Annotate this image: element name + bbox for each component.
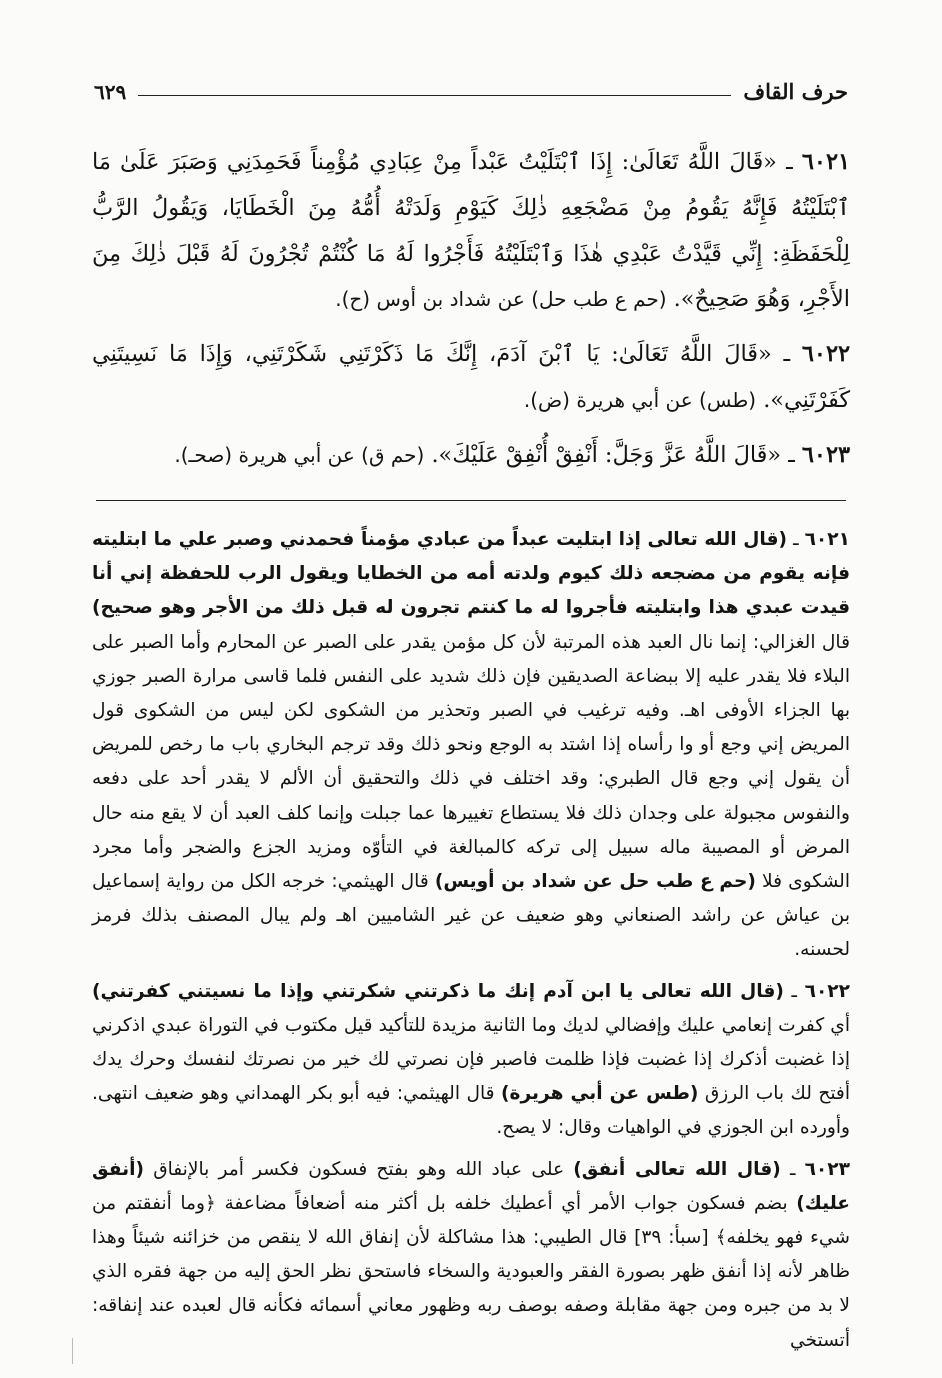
hadith-6023: ٦٠٢٣ ـ «قَالَ اللَّهُ عَزَّ وَجَلَّ: أَنْفِقْ أُنْفِقْ عَلَيْكَ». (حم ق) عن أبي هريرة (صحـ). xyxy=(174,441,850,468)
scan-edge-mark xyxy=(72,1338,73,1364)
commentary-source: (حم ع طب حل عن شداد بن أويس) xyxy=(434,871,756,893)
commentary-text: قال الغزالي: إنما نال العبد هذه المرتبة لأن كل مؤمن يقدر على الصبر عن المحارم وأما الصبر على البلاء فلا يقدر عليه إلا ببضاعة الصديقين فإن ذلك شديد على النفس فلما قاسى مرارة الصبر جوزي بها الجزاء الأوفى اهـ. وفيه ترغيب في الصبر وتحذير من الشكوى لكن ليس من الشكوى قول المريض إني وجع أو وا رأساه إذا اشتد به الوجع ونحو ذلك وقد ترجم البخاري باب ما رخص للمريض أن يقول إني وجع قال الطبري: وقد اختلف في ذلك والتحقيق أن الألم لا يقدر أحد على دفعه والنفوس مجبولة على وجدان ذلك فلا يستطاع تغييرها عما جبلت وإنما كلف العبد أن لا يقع منه حال المرض أو المصيبة ماله سبيل إلى تركه كالمبالغة في التأوّه ومزيد الجزع والضجر وأما مجرد الشكوى فلا xyxy=(92,631,850,893)
page-header xyxy=(94,74,848,104)
hadith-6021: ٦٠٢١ ـ «قَالَ اللَّهُ تَعَالَىٰ: إِذَا ٱبْتَلَيْتُ عَبْداً مِنْ عِبَادِي مُؤْمِناً فَحَمِدَنِي وَصَبَرَ عَلَىٰ مَا ٱبْتَلَيْتُهُ فَإِنَّهُ يَقُومُ مِنْ مَضْجَعِهِ ذٰلِكَ كَيَوْمِ وَلَدَتْهُ أُمُّهُ مِنَ الْخَطَايَا، وَيَقُولُ الرَّبُّ لِلْحَفَظَةِ: إِنِّي قَيَّدْتُ عَبْدِي هٰذَا وَٱبْتَلَيْتُهُ فَأَجْرُوا لَهُ مَا كُنْتُمْ تُجْرُونَ لَهُ قَبْلَ ذٰلِكَ مِنَ الأَجْرِ، وَهُوَ صَحِيحٌ». (حم ع طب حل) عن شداد بن أوس (ح). xyxy=(92,149,850,313)
hadith-number: ٦٠٢٣ xyxy=(801,441,850,468)
hadith-number: ٦٠٢١ xyxy=(801,149,850,175)
hadith-reference: (حم ق) عن أبي هريرة (صحـ). xyxy=(174,442,425,467)
hadith-text: «قَالَ اللَّهُ تَعَالَىٰ: يَا ٱبْنَ آدَمَ، إِنَّكَ مَا ذَكَرْتَنِي شَكَرْتَنِي، وَإِذَا مَا نَسِيتَنِي كَفَرْتَنِي». xyxy=(92,341,850,413)
commentary-block xyxy=(92,523,850,1365)
commentary-text: أي كفرت إنعامي عليك وإفضالي لديك وما الثانية مزيدة للتأكيد قيل مكتوب في التوراة عبدي اذكرني إذا غضبت أذكرك إذا غضبت فإذا ظلمت فاصبر فإن نصرتي لك خير من نصرتك لنفسك وحرك يدك أفتح لك باب الرزق xyxy=(92,1014,850,1105)
commentary-text: على عباد الله وهو بفتح فسكون فكسر أمر بالإنفاق xyxy=(153,1158,565,1180)
hadith-text-block xyxy=(92,140,850,488)
hadith-reference: (طس) عن أبي هريرة (ض). xyxy=(523,387,757,412)
page-number: ٦٢٩ xyxy=(94,80,127,104)
commentary-number: ٦٠٢٣ xyxy=(804,1158,850,1180)
hadith-reference: (حم ع طب حل) عن شداد بن أوس (ح). xyxy=(335,287,667,312)
header-rule xyxy=(138,95,731,96)
commentary-6023: ٦٠٢٣ ـ (قال الله تعالى أنفق) على عباد الله وهو بفتح فسكون فكسر أمر بالإنفاق (أنفق عليك) بضم فسكون جواب الأمر أي أعطيك خلفه بل أكثر منه أضعافاً مضاعفة ﴿وما أنفقتم من شيء فهو يخلفه﴾ [سبأ: ٣٩] قال الطيبي: هذا مشاكلة لأن إنفاق الله لا ينقص من خزائنه شيئاً وهذا ظاهر لأنه إذا أنفق ظهر بصورة الفقر والعبودية والسخاء فاستحق نظر الحق إليه من جهة فقره الذي لا بد من جبره ومن جهة مقابلة وصفه بوصف ربه وظهور معاني أسمائه فكأنه قال لعبده عند إنفاقه: أتستخي xyxy=(92,1158,850,1351)
hadith-text: «قَالَ اللَّهُ عَزَّ وَجَلَّ: أَنْفِقْ أُنْفِقْ عَلَيْكَ». xyxy=(431,441,782,468)
commentary-text: قال الهيثمي: خرجه الكل من رواية إسماعيل بن عياش عن راشد الصنعاني وهو ضعيف عن غير الشاميين اهـ ولم يبال المصنف بذلك فرمز لحسنه. xyxy=(92,871,850,961)
hadith-6022: ٦٠٢٢ ـ «قَالَ اللَّهُ تَعَالَىٰ: يَا ٱبْنَ آدَمَ، إِنَّكَ مَا ذَكَرْتَنِي شَكَرْتَنِي، وَإِذَا مَا نَسِيتَنِي كَفَرْتَنِي». (طس) عن أبي هريرة (ض). xyxy=(92,341,850,413)
commentary-quote: (قال الله تعالى أنفق) xyxy=(573,1158,781,1180)
commentary-number: ٦٠٢٢ xyxy=(804,980,850,1002)
commentary-text: بضم فسكون جواب الأمر أي أعطيك خلفه بل أكثر منه أضعافاً مضاعفة ﴿وما أنفقتم من شيء فهو يخلفه﴾ [سبأ: ٣٩] قال الطيبي: هذا مشاكلة لأن إنفاق الله لا ينقص من خزائنه شيئاً وهذا ظاهر لأنه إذا أنفق ظهر بصورة الفقر والعبودية والسخاء فاستحق نظر الحق إليه من جهة فقره الذي لا بد من جبره ومن جهة مقابلة وصفه بوصف ربه وظهور معاني أسمائه فكأنه قال لعبده عند إنفاقه: أتستخي xyxy=(92,1192,850,1351)
commentary-quote: (أنفق عليك) xyxy=(92,1158,850,1214)
commentary-source: (طس عن أبي هريرة) xyxy=(500,1083,699,1105)
commentary-quote: (قال الله تعالى إذا ابتليت عبداً من عبادي مؤمناً فحمدني وصبر علي ما ابتليته فإنه يقوم من مضجعه ذلك كيوم ولدته أمه من الخطايا ويقول الرب للحفظة إني أنا قيدت عبدي هذا وابتليته فأجروا له ما كنتم تجرون له قبل ذلك من الأجر وهو صحيح) xyxy=(92,529,850,619)
hadith-text: «قَالَ اللَّهُ تَعَالَىٰ: إِذَا ٱبْتَلَيْتُ عَبْداً مِنْ عِبَادِي مُؤْمِناً فَحَمِدَنِي وَصَبَرَ عَلَىٰ مَا ٱبْتَلَيْتُهُ فَإِنَّهُ يَقُومُ مِنْ مَضْجَعِهِ ذٰلِكَ كَيَوْمِ وَلَدَتْهُ أُمُّهُ مِنَ الْخَطَايَا، وَيَقُولُ الرَّبُّ لِلْحَفَظَةِ: إِنِّي قَيَّدْتُ عَبْدِي هٰذَا وَٱبْتَلَيْتُهُ فَأَجْرُوا لَهُ مَا كُنْتُمْ تُجْرُونَ لَهُ قَبْلَ ذٰلِكَ مِنَ الأَجْرِ، وَهُوَ صَحِيحٌ». xyxy=(92,149,850,313)
commentary-6021: ٦٠٢١ ـ (قال الله تعالى إذا ابتليت عبداً من عبادي مؤمناً فحمدني وصبر علي ما ابتليته فإنه يقوم من مضجعه ذلك كيوم ولدته أمه من الخطايا ويقول الرب للحفظة إني أنا قيدت عبدي هذا وابتليته فأجروا له ما كنتم تجرون له قبل ذلك من الأجر وهو صحيح) قال الغزالي: إنما نال العبد هذه المرتبة لأن كل مؤمن يقدر على الصبر عن المحارم وأما الصبر على البلاء فلا يقدر عليه إلا ببضاعة الصديقين فإن ذلك شديد على النفس فلما قاسى مرارة الصبر جوزي بها الجزاء الأوفى اهـ. وفيه ترغيب في الصبر وتحذير من الشكوى لكن ليس من الشكوى قول المريض إني وجع أو وا رأساه إذا اشتد به الوجع ونحو ذلك وقد ترجم البخاري باب ما رخص للمريض أن يقول إني وجع قال الطبري: وقد اختلف في ذلك والتحقيق أن الألم لا يقدر أحد على دفعه والنفوس مجبولة على وجدان ذلك فلا يستطاع تغييرها عما جبلت وإنما كلف العبد أن لا يقع منه حال المرض أو المصيبة ماله سبيل إلى تركه كالمبالغة في التأوّه ومزيد الجزع والضجر وأما مجرد الشكوى فلا (حم ع طب حل عن شداد بن أويس) قال الهيثمي: خرجه الكل من رواية إسماعيل بن عياش عن راشد الصنعاني وهو ضعيف عن غير الشاميين اهـ ولم يبال المصنف بذلك فرمز لحسنه. xyxy=(92,529,850,961)
commentary-6022: ٦٠٢٢ ـ (قال الله تعالى يا ابن آدم إنك ما ذكرتني شكرتني وإذا ما نسيتني كفرتني) أي كفرت إنعامي عليك وإفضالي لديك وما الثانية مزيدة للتأكيد قيل مكتوب في التوراة عبدي اذكرني إذا غضبت أذكرك إذا غضبت فإذا ظلمت فاصبر فإن نصرتي لك خير من نصرتك لنفسك وحرك يدك أفتح لك باب الرزق (طس عن أبي هريرة) قال الهيثمي: فيه أبو بكر الهمداني وهو ضعيف انتهى. وأورده ابن الجوزي في الواهيات وقال: لا يصح. xyxy=(92,980,850,1139)
section-divider xyxy=(96,500,846,501)
hadith-number: ٦٠٢٢ xyxy=(801,341,850,368)
chapter-title: حرف القاف xyxy=(743,79,848,104)
commentary-number: ٦٠٢١ xyxy=(804,529,850,550)
commentary-quote: (قال الله تعالى يا ابن آدم إنك ما ذكرتني شكرتني وإذا ما نسيتني كفرتني) xyxy=(92,980,784,1002)
commentary-text: قال الهيثمي: فيه أبو بكر الهمداني وهو ضعيف انتهى. وأورده ابن الجوزي في الواهيات وقال: لا يصح. xyxy=(92,1083,850,1139)
